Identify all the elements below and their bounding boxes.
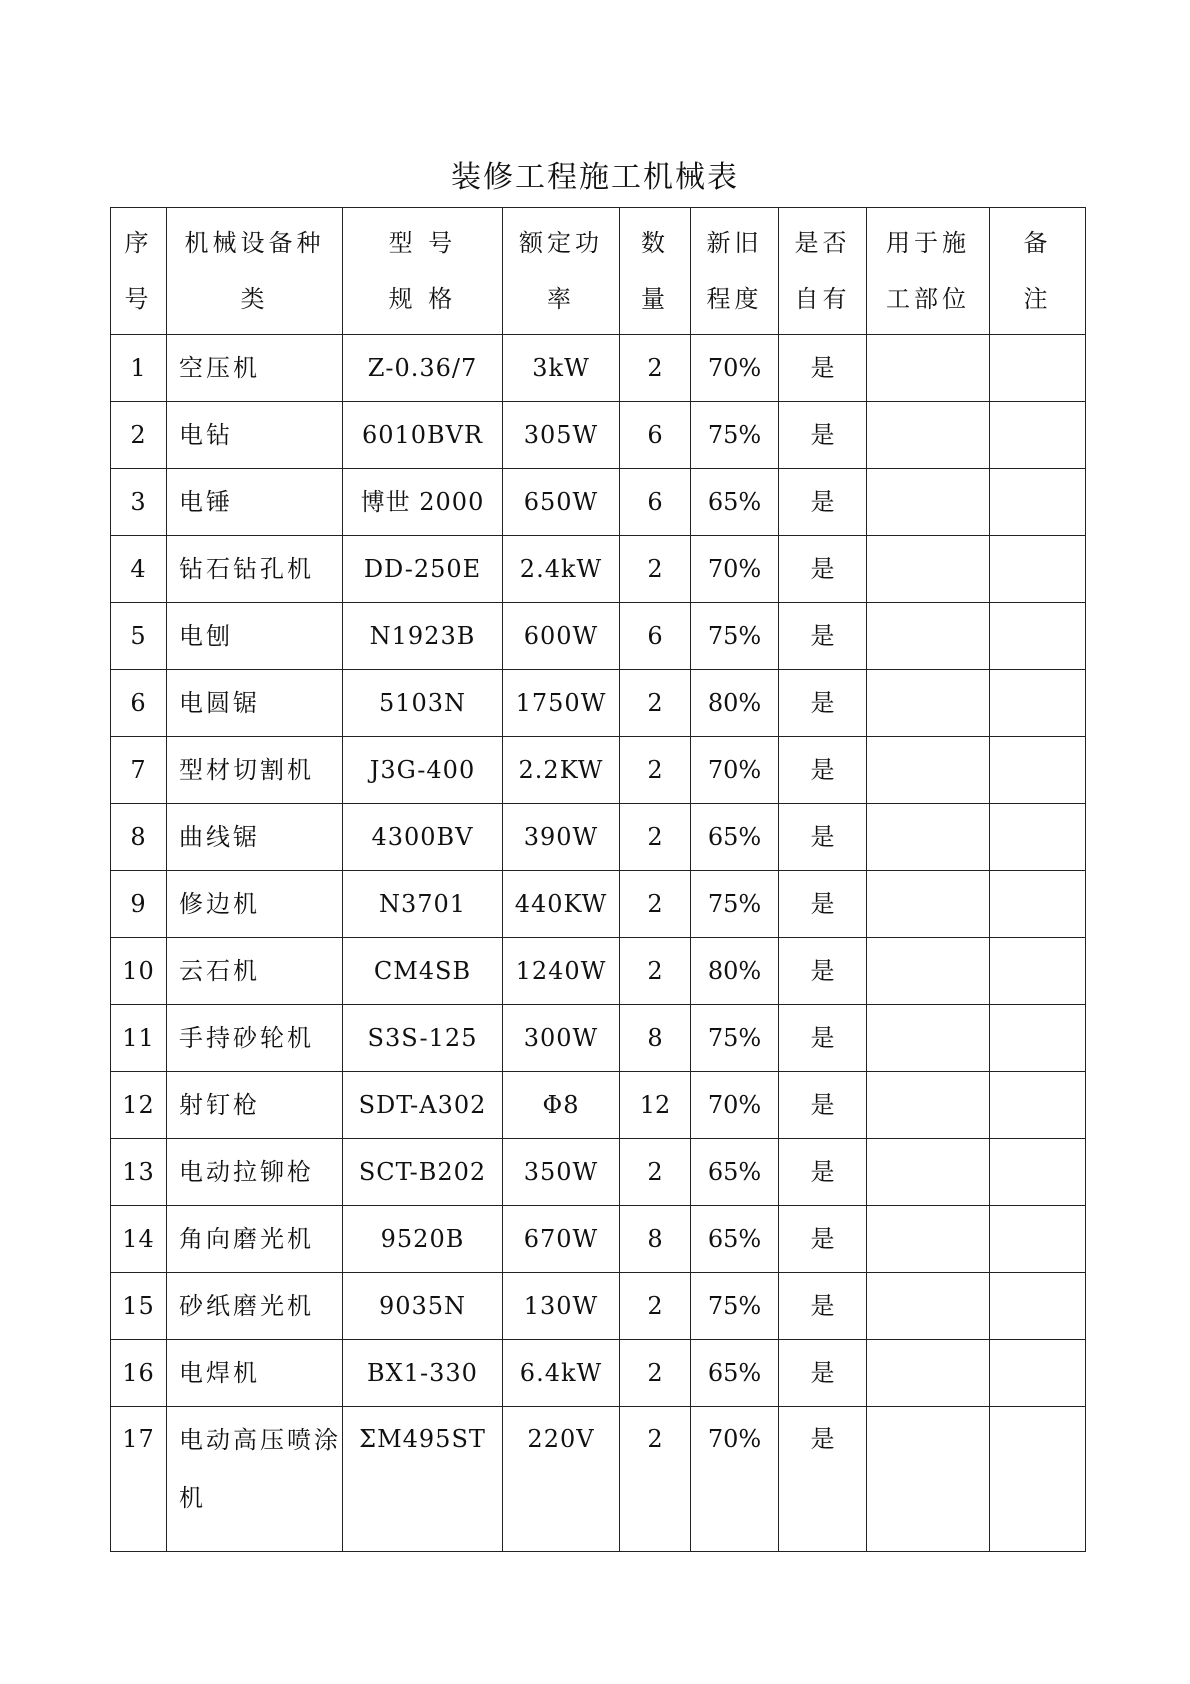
cell-condition: 75% (691, 603, 779, 670)
cell-model: 9520B (343, 1206, 503, 1273)
column-header-line: 规 格 (388, 285, 457, 313)
column-header-usage (867, 208, 990, 335)
table-row (111, 938, 1086, 1005)
cell-condition: 70% (691, 1407, 779, 1552)
cell-usage (867, 1206, 990, 1273)
cell-qty: 6 (620, 603, 691, 670)
cell-usage (867, 335, 990, 402)
cell-qty: 2 (620, 1139, 691, 1206)
cell-no: 14 (111, 1206, 167, 1273)
cell-name: 电圆锯 (167, 670, 343, 737)
cell-usage (867, 1407, 990, 1552)
cell-power: 650W (503, 469, 620, 536)
column-header-owned (779, 208, 867, 335)
cell-model: Z-0.36/7 (343, 335, 503, 402)
cell-remark (990, 1340, 1086, 1407)
column-header-line: 工部位 (886, 285, 970, 313)
cell-qty: 12 (620, 1072, 691, 1139)
column-header-line: 机械设备种 (184, 229, 325, 257)
cell-model: J3G-400 (343, 737, 503, 804)
cell-power: 300W (503, 1005, 620, 1072)
cell-name: 型材切割机 (167, 737, 343, 804)
cell-no: 4 (111, 536, 167, 603)
cell-owned: 是 (779, 1273, 867, 1340)
cell-no: 3 (111, 469, 167, 536)
cell-name: 空压机 (167, 335, 343, 402)
cell-qty: 2 (620, 804, 691, 871)
column-header-line: 程度 (706, 285, 763, 313)
cell-name: 电焊机 (167, 1340, 343, 1407)
cell-model: N1923B (343, 603, 503, 670)
cell-condition: 80% (691, 938, 779, 1005)
cell-owned: 是 (779, 402, 867, 469)
column-header-line: 序 (124, 229, 153, 257)
cell-name: 电刨 (167, 603, 343, 670)
column-header-line: 是否 (794, 229, 851, 257)
cell-owned: 是 (779, 469, 867, 536)
table-row (111, 1340, 1086, 1407)
table-row (111, 1407, 1086, 1552)
cell-condition: 70% (691, 335, 779, 402)
cell-model: SCT-B202 (343, 1139, 503, 1206)
cell-name: 电钻 (167, 402, 343, 469)
cell-condition: 65% (691, 1139, 779, 1206)
cell-power: 1240W (503, 938, 620, 1005)
cell-owned: 是 (779, 1139, 867, 1206)
cell-power: 2.4kW (503, 536, 620, 603)
cell-remark (990, 871, 1086, 938)
column-header-line: 型 号 (388, 229, 457, 257)
cell-condition: 65% (691, 804, 779, 871)
cell-condition: 65% (691, 1206, 779, 1273)
column-header-name (167, 208, 343, 335)
column-header-line: 量 (641, 285, 669, 313)
cell-name: 电动拉铆枪 (167, 1139, 343, 1206)
column-header-model (343, 208, 503, 335)
cell-usage (867, 670, 990, 737)
cell-no: 9 (111, 871, 167, 938)
cell-no: 6 (111, 670, 167, 737)
page-title: 装修工程施工机械表 (451, 160, 739, 195)
cell-model: S3S-125 (343, 1005, 503, 1072)
cell-no: 7 (111, 737, 167, 804)
column-header-no (111, 208, 167, 335)
cell-usage (867, 804, 990, 871)
cell-no: 11 (111, 1005, 167, 1072)
cell-usage (867, 1273, 990, 1340)
cell-name: 云石机 (167, 938, 343, 1005)
cell-no: 2 (111, 402, 167, 469)
table-row (111, 670, 1086, 737)
cell-condition: 75% (691, 1005, 779, 1072)
column-header-qty (620, 208, 691, 335)
column-header-remark (990, 208, 1086, 335)
cell-condition: 75% (691, 1273, 779, 1340)
cell-owned: 是 (779, 670, 867, 737)
cell-remark (990, 1206, 1086, 1273)
table-row (111, 737, 1086, 804)
cell-usage (867, 1340, 990, 1407)
table-row (111, 871, 1086, 938)
cell-remark (990, 1005, 1086, 1072)
cell-no: 16 (111, 1340, 167, 1407)
cell-name: 曲线锯 (167, 804, 343, 871)
column-header-line: 用于施 (886, 229, 970, 257)
cell-usage (867, 871, 990, 938)
cell-remark (990, 737, 1086, 804)
cell-remark (990, 603, 1086, 670)
table-row (111, 536, 1086, 603)
cell-owned: 是 (779, 1407, 867, 1552)
cell-name: 砂纸磨光机 (167, 1273, 343, 1340)
cell-qty: 2 (620, 871, 691, 938)
column-header-line: 额定功 (519, 229, 603, 257)
cell-condition: 70% (691, 536, 779, 603)
cell-owned: 是 (779, 1072, 867, 1139)
cell-qty: 2 (620, 1340, 691, 1407)
cell-owned: 是 (779, 938, 867, 1005)
cell-name: 钻石钻孔机 (167, 536, 343, 603)
cell-remark (990, 938, 1086, 1005)
cell-name: 电锤 (167, 469, 343, 536)
column-header-line: 注 (1023, 285, 1052, 313)
cell-remark (990, 1273, 1086, 1340)
cell-no: 15 (111, 1273, 167, 1340)
cell-model: 6010BVR (343, 402, 503, 469)
column-header-condition (691, 208, 779, 335)
table-row (111, 603, 1086, 670)
cell-usage (867, 1139, 990, 1206)
cell-owned: 是 (779, 737, 867, 804)
cell-qty: 2 (620, 737, 691, 804)
cell-power: 440KW (503, 871, 620, 938)
column-header-line: 新旧 (706, 229, 763, 257)
cell-owned: 是 (779, 804, 867, 871)
cell-usage (867, 1072, 990, 1139)
cell-qty: 6 (620, 402, 691, 469)
cell-power: 2.2KW (503, 737, 620, 804)
table-body (111, 208, 1086, 1552)
cell-name: 射钉枪 (167, 1072, 343, 1139)
cell-condition: 75% (691, 871, 779, 938)
cell-name: 角向磨光机 (167, 1206, 343, 1273)
cell-remark (990, 335, 1086, 402)
cell-remark (990, 536, 1086, 603)
cell-name: 手持砂轮机 (167, 1005, 343, 1072)
table-row (111, 1005, 1086, 1072)
cell-usage (867, 402, 990, 469)
table-row (111, 1072, 1086, 1139)
cell-owned: 是 (779, 871, 867, 938)
cell-power: 600W (503, 603, 620, 670)
cell-power: Φ8 (503, 1072, 620, 1139)
cell-power: 670W (503, 1206, 620, 1273)
column-header-line: 类 (240, 285, 269, 313)
cell-remark (990, 804, 1086, 871)
cell-model: SDT-A302 (343, 1072, 503, 1139)
cell-usage (867, 469, 990, 536)
cell-model: BX1-330 (343, 1340, 503, 1407)
cell-usage (867, 536, 990, 603)
cell-model: 4300BV (343, 804, 503, 871)
cell-model: 博世 2000 (343, 469, 503, 536)
cell-qty: 8 (620, 1206, 691, 1273)
cell-qty: 2 (620, 1407, 691, 1552)
cell-qty: 2 (620, 335, 691, 402)
cell-qty: 2 (620, 536, 691, 603)
table-row (111, 1273, 1086, 1340)
cell-remark (990, 469, 1086, 536)
cell-power: 390W (503, 804, 620, 871)
column-header-line: 号 (124, 285, 153, 313)
cell-power: 1750W (503, 670, 620, 737)
cell-remark (990, 402, 1086, 469)
cell-qty: 8 (620, 1005, 691, 1072)
cell-condition: 80% (691, 670, 779, 737)
cell-remark (990, 1139, 1086, 1206)
cell-power: 130W (503, 1273, 620, 1340)
cell-usage (867, 737, 990, 804)
column-header-line: 数 (641, 229, 669, 257)
table-row (111, 1139, 1086, 1206)
cell-no: 1 (111, 335, 167, 402)
cell-owned: 是 (779, 536, 867, 603)
cell-condition: 75% (691, 402, 779, 469)
cell-no: 17 (111, 1407, 167, 1552)
cell-owned: 是 (779, 1005, 867, 1072)
column-header-power (503, 208, 620, 335)
column-header-line: 率 (547, 285, 575, 313)
table-row (111, 804, 1086, 871)
table-row (111, 1206, 1086, 1273)
cell-condition: 70% (691, 737, 779, 804)
column-header-line: 自有 (794, 285, 851, 313)
table-row (111, 469, 1086, 536)
cell-usage (867, 938, 990, 1005)
cell-condition: 70% (691, 1072, 779, 1139)
cell-remark (990, 1407, 1086, 1552)
cell-qty: 2 (620, 670, 691, 737)
cell-usage (867, 603, 990, 670)
cell-owned: 是 (779, 335, 867, 402)
cell-power: 3kW (503, 335, 620, 402)
cell-owned: 是 (779, 1206, 867, 1273)
cell-remark (990, 1072, 1086, 1139)
cell-no: 12 (111, 1072, 167, 1139)
column-header-line: 备 (1023, 229, 1052, 257)
cell-power: 220V (503, 1407, 620, 1552)
cell-name: 修边机 (167, 871, 343, 938)
cell-model: N3701 (343, 871, 503, 938)
cell-power: 6.4kW (503, 1340, 620, 1407)
cell-qty: 6 (620, 469, 691, 536)
cell-model: 5103N (343, 670, 503, 737)
machinery-table (110, 207, 1086, 1552)
cell-remark (990, 670, 1086, 737)
cell-qty: 2 (620, 1273, 691, 1340)
cell-condition: 65% (691, 1340, 779, 1407)
table-row (111, 402, 1086, 469)
cell-model: DD-250E (343, 536, 503, 603)
cell-power: 350W (503, 1139, 620, 1206)
cell-owned: 是 (779, 603, 867, 670)
cell-no: 8 (111, 804, 167, 871)
cell-owned: 是 (779, 1340, 867, 1407)
cell-no: 10 (111, 938, 167, 1005)
cell-condition: 65% (691, 469, 779, 536)
cell-model: CM4SB (343, 938, 503, 1005)
cell-model: 9035N (343, 1273, 503, 1340)
table-header-row (111, 208, 1086, 335)
cell-no: 5 (111, 603, 167, 670)
cell-usage (867, 1005, 990, 1072)
cell-power: 305W (503, 402, 620, 469)
cell-model: ΣM495ST (343, 1407, 503, 1552)
cell-name: 电动高压喷涂机 (167, 1407, 343, 1552)
table-row (111, 335, 1086, 402)
cell-no: 13 (111, 1139, 167, 1206)
cell-qty: 2 (620, 938, 691, 1005)
